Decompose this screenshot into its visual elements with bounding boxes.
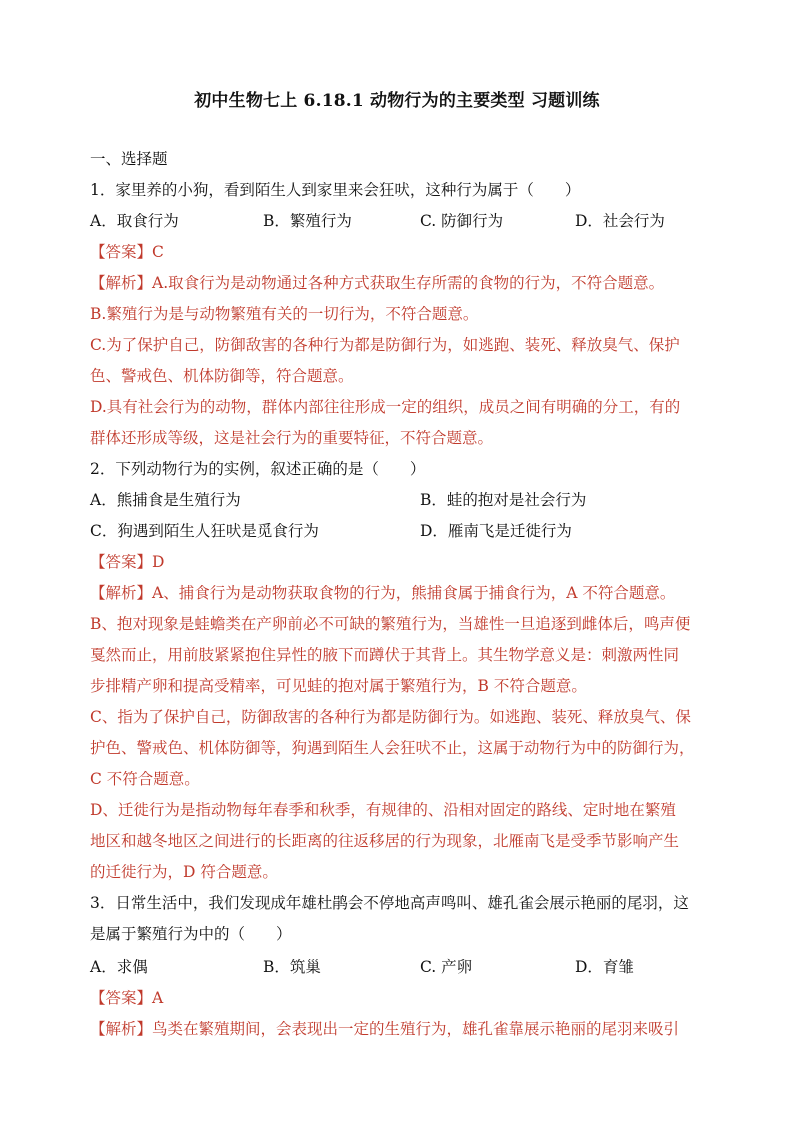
- q1-option-d: D．社会行为: [575, 212, 665, 230]
- q2-explain-line: 地区和越冬地区之间进行的长距离的往返移居的行为现象，北雁南飞是受季节影响产生: [90, 832, 680, 850]
- q3-option-b: B．筑巢: [263, 958, 321, 976]
- q1-explain-line: 色、警戒色、机体防御等，符合题意。: [90, 367, 354, 385]
- question-3-stem: 3．日常生活中，我们发现成年雄杜鹃会不停地高声鸣叫、雄孔雀会展示艳丽的尾羽，这: [90, 894, 689, 912]
- q2-explain-line: 护色、警戒色、机体防御等，狗遇到陌生人会狂吠不止，这属于动物行为中的防御行为，: [90, 739, 695, 757]
- answer-tag: 【答案】: [90, 553, 153, 571]
- q2-option-d: D．雁南飞是迁徙行为: [420, 522, 572, 540]
- q3-explain-line: [90, 1017, 710, 1039]
- q2-option-b: B．蛙的抱对是社会行为: [420, 491, 587, 509]
- q2-explain-line: C、指为了保护自己，防御敌害的各种行为都是防御行为。如逃跑、装死、释放臭气、保: [90, 708, 691, 726]
- q1-option-c: C. 防御行为: [420, 212, 504, 230]
- page-title: 初中生物七上 6.18.1 动物行为的主要类型 习题训练: [194, 91, 600, 111]
- q2-explain-line: C 不符合题意。: [90, 770, 200, 788]
- explain-text: A.取食行为是动物通过各种方式获取生存所需的食物的行为，不符合题意。: [152, 274, 665, 292]
- q2-option-a: A．熊捕食是生殖行为: [90, 491, 241, 509]
- q1-explain-line: B.繁殖行为是与动物繁殖有关的一切行为，不符合题意。: [90, 305, 479, 323]
- q3-option-c: C. 产卵: [420, 958, 473, 976]
- q2-explain-line: 的迁徙行为，D 符合题意。: [90, 863, 278, 881]
- q1-option-b: B．繁殖行为: [263, 212, 352, 230]
- q2-explain-line: B、抱对现象是蛙蟾类在产卵前必不可缺的繁殖行为，当雄性一旦追逐到雌体后，鸣声便: [90, 615, 691, 633]
- answer-value: C: [152, 243, 164, 261]
- q1-option-a: A．取食行为: [90, 212, 179, 230]
- explain-tag: 【解析】: [90, 274, 153, 292]
- answer-tag: 【答案】: [90, 243, 153, 261]
- q2-explain-line: D、迁徙行为是指动物每年春季和秋季，有规律的、沿相对固定的路线、定时地在繁殖: [90, 801, 676, 819]
- section-heading: 一、选择题: [90, 150, 168, 168]
- question-3-stem: 是属于繁殖行为中的（ ）: [90, 925, 292, 943]
- q2-option-c: C．狗遇到陌生人狂吠是觅食行为: [90, 522, 319, 540]
- q1-explain-line: [90, 271, 710, 293]
- q2-answer: [90, 550, 710, 572]
- question-1-stem: 1．家里养的小狗，看到陌生人到家里来会狂吠，这种行为属于（ ）: [90, 181, 581, 199]
- q2-explain-line: [90, 581, 710, 603]
- q3-option-a: A．求偶: [90, 958, 148, 976]
- question-2-stem: 2．下列动物行为的实例，叙述正确的是（ ）: [90, 460, 426, 478]
- explain-text: A、捕食行为是动物获取食物的行为，熊捕食属于捕食行为，A 不符合题意。: [152, 584, 676, 602]
- q3-answer: [90, 986, 710, 1008]
- answer-value: D: [152, 553, 165, 571]
- explain-tag: 【解析】: [90, 1020, 153, 1038]
- explain-tag: 【解析】: [90, 584, 153, 602]
- q3-option-d: D．育雏: [575, 958, 634, 976]
- explain-text: 鸟类在繁殖期间，会表现出一定的生殖行为，雄孔雀靠展示艳丽的尾羽来吸引: [152, 1020, 680, 1038]
- q1-explain-line: C.为了保护自己，防御敌害的各种行为都是防御行为，如逃跑、装死、释放臭气、保护: [90, 336, 680, 354]
- q1-answer: [90, 240, 710, 262]
- q2-explain-line: 步排精产卵和提高受精率，可见蛙的抱对属于繁殖行为，B 不符合题意。: [90, 677, 587, 695]
- q2-explain-line: 戛然而止，用前肢紧紧抱住异性的腋下而蹲伏于其背上。其生物学意义是：刺激两性同: [90, 646, 680, 664]
- answer-tag: 【答案】: [90, 989, 153, 1007]
- answer-value: A: [152, 989, 164, 1007]
- q1-explain-line: 群体还形成等级，这是社会行为的重要特征，不符合题意。: [90, 429, 494, 447]
- q1-explain-line: D.具有社会行为的动物，群体内部往往形成一定的组织，成员之间有明确的分工，有的: [90, 398, 681, 416]
